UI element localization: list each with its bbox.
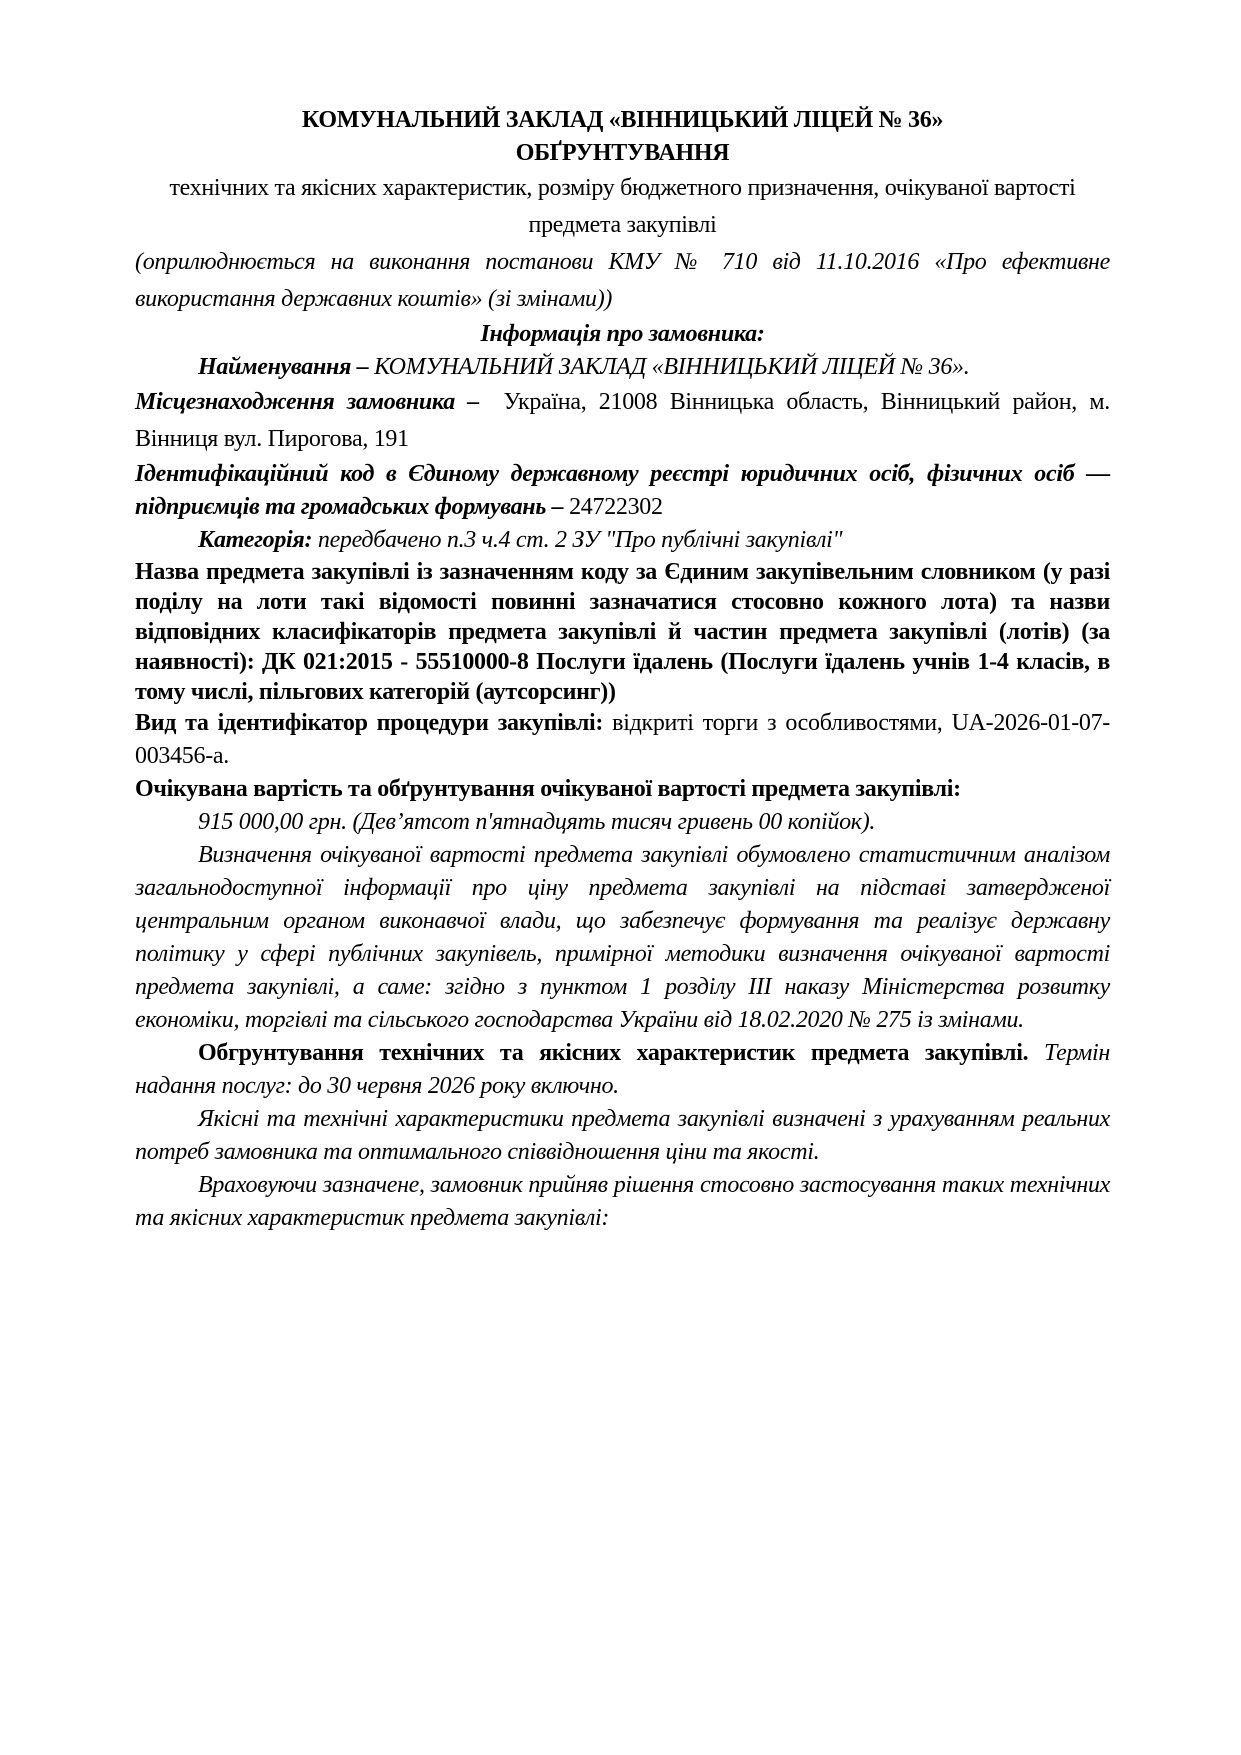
customer-category-value: передбачено п.3 ч.4 ст. 2 ЗУ "Про публічні закупівлі" bbox=[317, 527, 843, 553]
customer-edrpou-paragraph bbox=[135, 458, 1110, 524]
customer-edrpou-value: 24722302 bbox=[569, 494, 663, 520]
customer-name-paragraph bbox=[135, 351, 1110, 384]
procedure-paragraph bbox=[135, 707, 1110, 773]
tech-quality-paragraph bbox=[135, 1037, 1110, 1103]
value-rationale-paragraph: Визначення очікуваної вартості предмета закупівлі обумовлено статистичним аналізом загальнодоступної інформації про ціну предмета закупівлі на підставі затвердженої центральним органом виконавчої влади, що забезпечує формування та реалізує державну політику у сфері публічних закупівель, примірної методики визначення очікуваної вартості предмета закупівлі, а саме: згідно з пунктом 1 розділу ІІІ наказу Міністерства розвитку економіки, торгівлі та сільського господарства України від 18.02.2020 № 275 із змінами. bbox=[135, 842, 1110, 1033]
org-title: КОМУНАЛЬНИЙ ЗАКЛАД «ВІННИЦЬКИЙ ЛІЦЕЙ № 36» bbox=[301, 107, 944, 133]
expected-value-heading: Очікувана вартість та обґрунтування очікуваної вартості предмета закупівлі: bbox=[135, 776, 961, 802]
customer-name-value: КОМУНАЛЬНИЙ ЗАКЛАД «ВІННИЦЬКИЙ ЛІЦЕЙ № 36». bbox=[374, 354, 970, 380]
tech-quality-label: Обгрунтування технічних та якісних характеристик предмета закупівлі. bbox=[198, 1040, 1029, 1066]
customer-category-label: Категорія: bbox=[198, 527, 313, 553]
doc-title: ОБҐРУНТУВАННЯ bbox=[515, 140, 730, 166]
quality-statement: Якісні та технічні характеристики предмета закупівлі визначені з урахуванням реальних потреб замовника та оптимального співвідношення ціни та якості. bbox=[135, 1106, 1110, 1165]
customer-edrpou-label: Ідентифікаційний код в Єдиному державному реєстрі юридичних осіб, фізичних осіб — підприємців та громадських формувань – bbox=[135, 461, 1110, 520]
procedure-label: Вид та ідентифікатор процедури закупівлі: bbox=[135, 710, 604, 736]
customer-location-paragraph bbox=[135, 384, 1110, 458]
customer-location-value: Україна, 21008 Вінницька область, Вінницький район, м. Вінниця вул. Пирогова, 191 bbox=[135, 389, 1111, 452]
procedure-value: відкриті торги з особливостями, UA-2026-01-07-003456-a. bbox=[135, 710, 1110, 769]
subject-name-paragraph: Назва предмета закупівлі із зазначенням коду за Єдиним закупівельним словником (у разі поділу на лоти такі відомості повинні зазначатися стосовно кожного лота) та назви відповідних класифікаторів предмета закупівлі й частин предмета закупівлі (лотів) (за наявності): ДК 021:2015 - 55510000-8 Послуги їдалень (Послуги їдалень учнів 1-4 класів, в тому числі, пільгових категорій (аутсорсинг)) bbox=[135, 559, 1110, 705]
doc-subtitle: технічних та якісних характеристик, розміру бюджетного призначення, очікуваної вартості предмета закупівлі bbox=[169, 175, 1076, 238]
expected-value: 915 000,00 грн. (Дев’ятсот п'ятнадцять тисяч гривень 00 копійок). bbox=[198, 809, 876, 835]
tech-quality-term: Термін надання послуг: до 30 червня 2026 року включно. bbox=[135, 1040, 1111, 1099]
decision-statement: Враховуючи зазначене, замовник прийняв рішення стосовно застосування таких технічних та якісних характеристик предмета закупівлі: bbox=[135, 1172, 1110, 1231]
customer-category-paragraph bbox=[135, 524, 1110, 557]
customer-name-label: Найменування – bbox=[198, 354, 369, 380]
customer-info-heading: Інформація про замовника: bbox=[480, 321, 765, 347]
publication-note: (оприлюднюється на виконання постанови КМУ № 710 від 11.10.2016 «Про ефективне використання державних коштів» (зі змінами)) bbox=[135, 249, 1110, 312]
customer-location-label: Місцезнаходження замовника – bbox=[135, 389, 480, 415]
